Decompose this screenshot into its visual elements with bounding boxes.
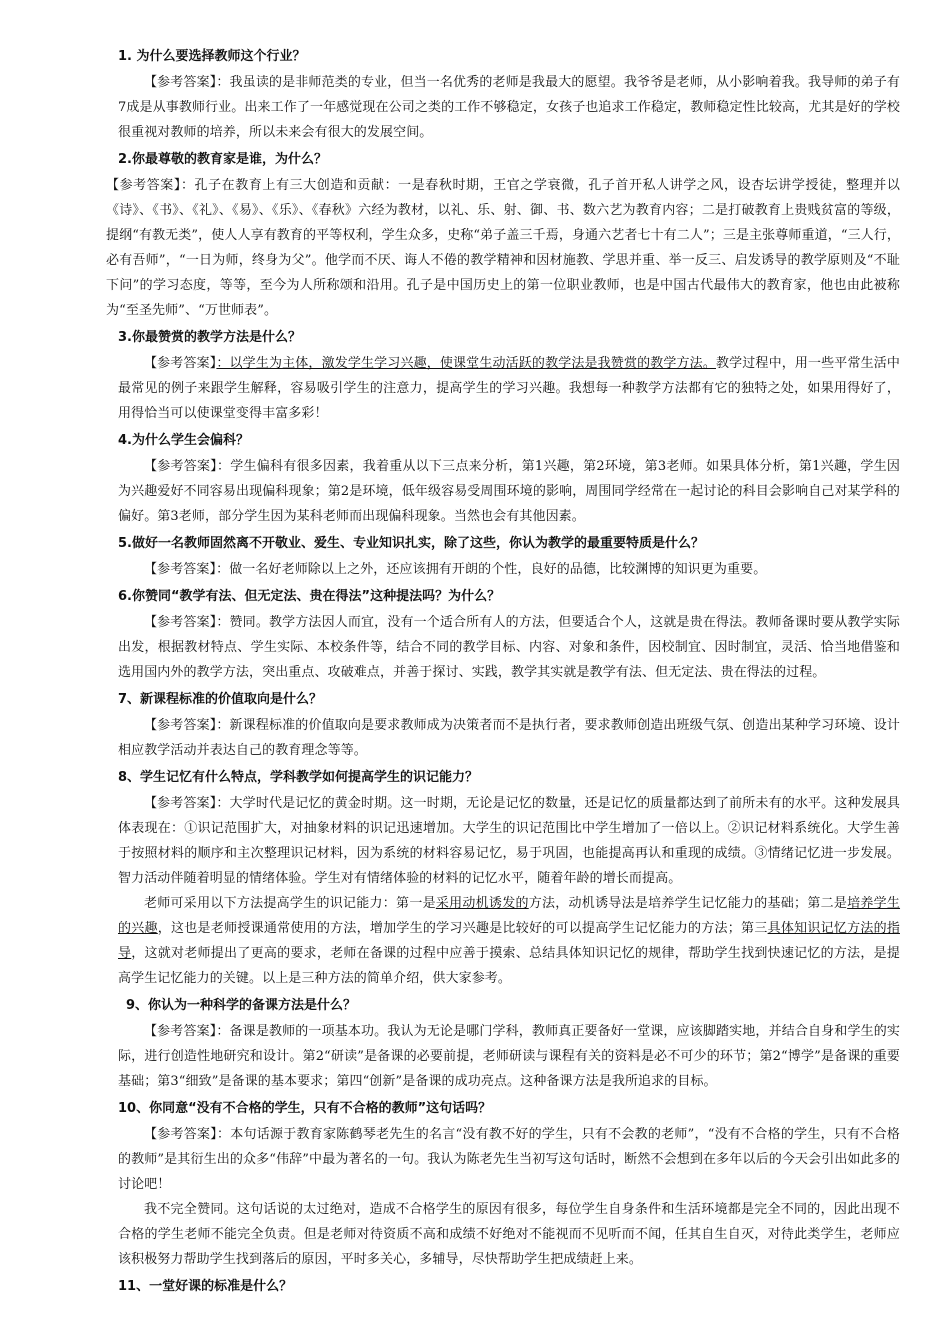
question-8: 8、学生记忆有什么特点，学科教学如何提高学生的识记能力？	[118, 770, 479, 785]
answer-text: ：我虽读的是非师范类的专业，但当一名优秀的老师是我最大的愿望。我爷爷是老师，从小影响着我。我导师的弟子有7成是从事教师行业。出来工作了一年感觉现在公司之类的工作不够稳定，女孩子也追求工作稳定，教师稳定性比较高，尤其是好的学校很重视对教师的培养，所以未来会有很大的发展空间。	[118, 75, 900, 140]
answer-4	[118, 454, 900, 529]
qa-item-9	[118, 995, 900, 1094]
qa-item-1	[118, 46, 900, 145]
question-9: 9、你认为一种科学的备课方法是什么？	[126, 998, 357, 1013]
question-6: 6.你赞同“教学有法、但无定法、贵在得法”这种提法吗？为什么？	[118, 589, 501, 604]
question-11: 11、一堂好课的标准是什么？	[118, 1279, 293, 1294]
answer-3	[118, 351, 900, 426]
answer-label: 【参考答案】	[144, 1024, 217, 1039]
answer-text: ：孔子在教育上有三大创造和贡献：一是春秋时期，王官之学衰微，孔子首开私人讲学之风，设杏坛讲学授徒，整理并以《诗》、《书》、《礼》、《易》、《乐》、《春秋》六经为教材，以礼、乐、射、御、书、数六艺为教育内容；二是打破教育上贵贱贫富的等级，提纲“有教无类”，使人人享有教育的平等权利，学生众多，史称“弟子盖三千焉，身通六艺者七十有二人”；三是主张尊师重道，“三人行，必有吾师”，“一日为师，终身为父”。他学而不厌、诲人不倦的教学精神和因材施教、学思并重、举一反三、启发诱导的教学原则及“不耻下问”的学习态度，等等，至今为人所称颂和沿用。孔子是中国历史上的第一位职业教师，也是中国古代最伟大的教育家，他也由此被称为“至圣先师”、“万世师表”。	[106, 178, 900, 318]
answer-text: ：学生偏科有很多因素，我着重从以下三点来分析，第1兴趣，第2环境，第3老师。如果具体分析，第1兴趣，学生因为兴趣爱好不同容易出现偏科现象；第2是环境，低年级容易受周围环境的影响，周围同学经常在一起讨论的科目会影响自己对某学科的偏好。第3老师，部分学生因为某科老师而出现偏科现象。当然也会有其他因素。	[118, 459, 900, 524]
text-run: ，这也是老师授课通常使用的方法，增加学生的学习兴趣是比较好的可以提高学生记忆能力的方法；第三	[157, 921, 768, 936]
answer-label: 【参考答案】	[106, 178, 181, 193]
answer-text: 教学过程中，用一些平常生活中最常见的例子来跟学生解释，容易吸引学生的注意力，提高学生的学习兴趣。我想每一种教学方法都有它的独特之处，如果用得好了，用得恰当可以使课堂变得丰富多彩！	[118, 356, 900, 421]
answer-7	[118, 713, 900, 763]
question-1: 1. 为什么要选择教师这个行业？	[118, 49, 306, 64]
answer-6	[118, 610, 900, 685]
underlined-text: 具体知识记忆方法的指导	[118, 921, 900, 961]
question-4: 4.为什么学生会偏科？	[118, 433, 249, 448]
answer-text: ：本句话源于教育家陈鹤琴老先生的名言“没有教不好的学生，只有不会教的老师”，“没有不合格的学生，只有不合格的教师”是其衍生出的众多“伟辞”中最为著名的一句。我认为陈老先生当初写这句话时，断然不会想到在多年以后的今天会引出如此多的讨论吧！	[118, 1127, 900, 1192]
text-run: 方法，动机诱导法是培养学生记忆能力的基础；第二是	[528, 896, 848, 911]
qa-item-8	[118, 767, 900, 991]
answer-10	[118, 1122, 900, 1197]
question-3: 3.你最赞赏的教学方法是什么？	[118, 330, 301, 345]
qa-item-6	[118, 586, 900, 685]
answer-8-methods	[118, 891, 900, 991]
answer-text: ：备课是教师的一项基本功。我认为无论是哪门学科，教师真正要备好一堂课，应该脚踏实地，并结合自身和学生的实际，进行创造性地研究和设计。第2“研读”是备课的必要前提，老师研读与课程有关的资料是必不可少的环节；第2“博学”是备课的重要基础；第3“细致”是备课的基本要求；第四“创新”是备课的成功亮点。这种备课方法是我所追求的目标。	[118, 1024, 900, 1089]
answer-2	[106, 173, 900, 323]
qa-item-5	[118, 533, 900, 582]
qa-item-3	[118, 327, 900, 426]
answer-text-underlined: ：以学生为主体，激发学生学习兴趣，使课堂生动活跃的教学法是我赞赏的教学方法。	[216, 356, 716, 371]
answer-10-opinion: 我不完全赞同。这句话说的太过绝对，造成不合格学生的原因有很多，每位学生自身条件和生活环境都是完全不同的，因此出现不合格的学生老师不能完全负责。但是老师对待资质不高和成绩不好绝对不能视而不见听而不闻，任其自生自灭，对待此类学生，老师应该积极努力帮助学生找到落后的原因，平时多关心，多辅导，尽快帮助学生把成绩赶上来。	[118, 1202, 900, 1267]
answer-label: 【参考答案】	[144, 1127, 217, 1142]
answer-label: 【参考答案】	[144, 615, 217, 630]
answer-text: ：新课程标准的价值取向是要求教师成为决策者而不是执行者，要求教师创造出班级气氛、创造出某种学习环境、设计相应教学活动并表达自己的教育理念等等。	[118, 718, 900, 758]
answer-9	[118, 1019, 900, 1094]
question-2: 2.你最尊敬的教育家是谁，为什么？	[118, 152, 327, 167]
qa-item-4	[118, 430, 900, 529]
answer-label: 【参考答案】	[144, 718, 217, 733]
question-10: 10、你同意“没有不合格的学生，只有不合格的教师”这句话吗？	[118, 1101, 492, 1116]
answer-5	[118, 557, 900, 582]
question-5: 5.做好一名教师固然离不开敬业、爱生、专业知识扎实，除了这些，你认为教学的最重要特质是什么？	[118, 536, 704, 551]
answer-text: ：赞同。教学方法因人而宜，没有一个适合所有人的方法，但要适合个人，这就是贵在得法。教师备课时要从教学实际出发，根据教材特点、学生实际、本校条件等，结合不同的教学目标、内容、对象和条件，因校制宜、因时制宜，灵活、恰当地借鉴和选用国内外的教学方法，突出重点、攻破难点，并善于探讨、实践，教学其实就是教学有法、但无定法、贵在得法的过程。	[118, 615, 900, 680]
underlined-text: 培养学生的兴趣	[118, 896, 901, 936]
qa-item-7	[118, 689, 900, 763]
answer-label: 【参考答案】	[144, 562, 217, 577]
underlined-text: 采用动机诱发的	[435, 896, 529, 911]
qa-item-10	[118, 1098, 900, 1272]
answer-label: 【参考答案】	[144, 356, 217, 371]
answer-8	[118, 791, 900, 891]
qa-item-11	[118, 1276, 900, 1297]
text-run: 老师可采用以下方法提高学生的识记能力：第一是	[144, 896, 436, 911]
answer-text: ：做一名好老师除以上之外，还应该拥有开朗的个性，良好的品德，比较渊博的知识更为重要。	[216, 562, 767, 577]
answer-text: ：大学时代是记忆的黄金时期。这一时期，无论是记忆的数量，还是记忆的质量都达到了前所未有的水平。这种发展具体表现在：①识记范围扩大，对抽象材料的识记迅速增加。大学生的识记范围比中学生增加了一倍以上。②识记材料系统化。大学生善于按照材料的顺序和主次整理识记材料，因为系统的材料容易记忆，易于巩固，也能提高再认和重现的成绩。③情绪记忆进一步发展。智力活动伴随着明显的情绪体验。学生对有情绪体验的材料的记忆水平，随着年龄的增长而提高。	[118, 796, 900, 886]
question-7: 7、新课程标准的价值取向是什么？	[118, 692, 323, 707]
answer-label: 【参考答案】	[144, 459, 217, 474]
text-run: ，这就对老师提出了更高的要求，老师在备课的过程中应善于摸索、总结具体知识记忆的规律，帮助学生找到快速记忆的方法，是提高学生记忆能力的关键。以上是三种方法的简单介绍，供大家参考。	[118, 946, 900, 986]
answer-1	[118, 70, 900, 145]
answer-label: 【参考答案】	[144, 75, 217, 90]
qa-item-2	[106, 149, 900, 323]
answer-label: 【参考答案】	[144, 796, 217, 811]
